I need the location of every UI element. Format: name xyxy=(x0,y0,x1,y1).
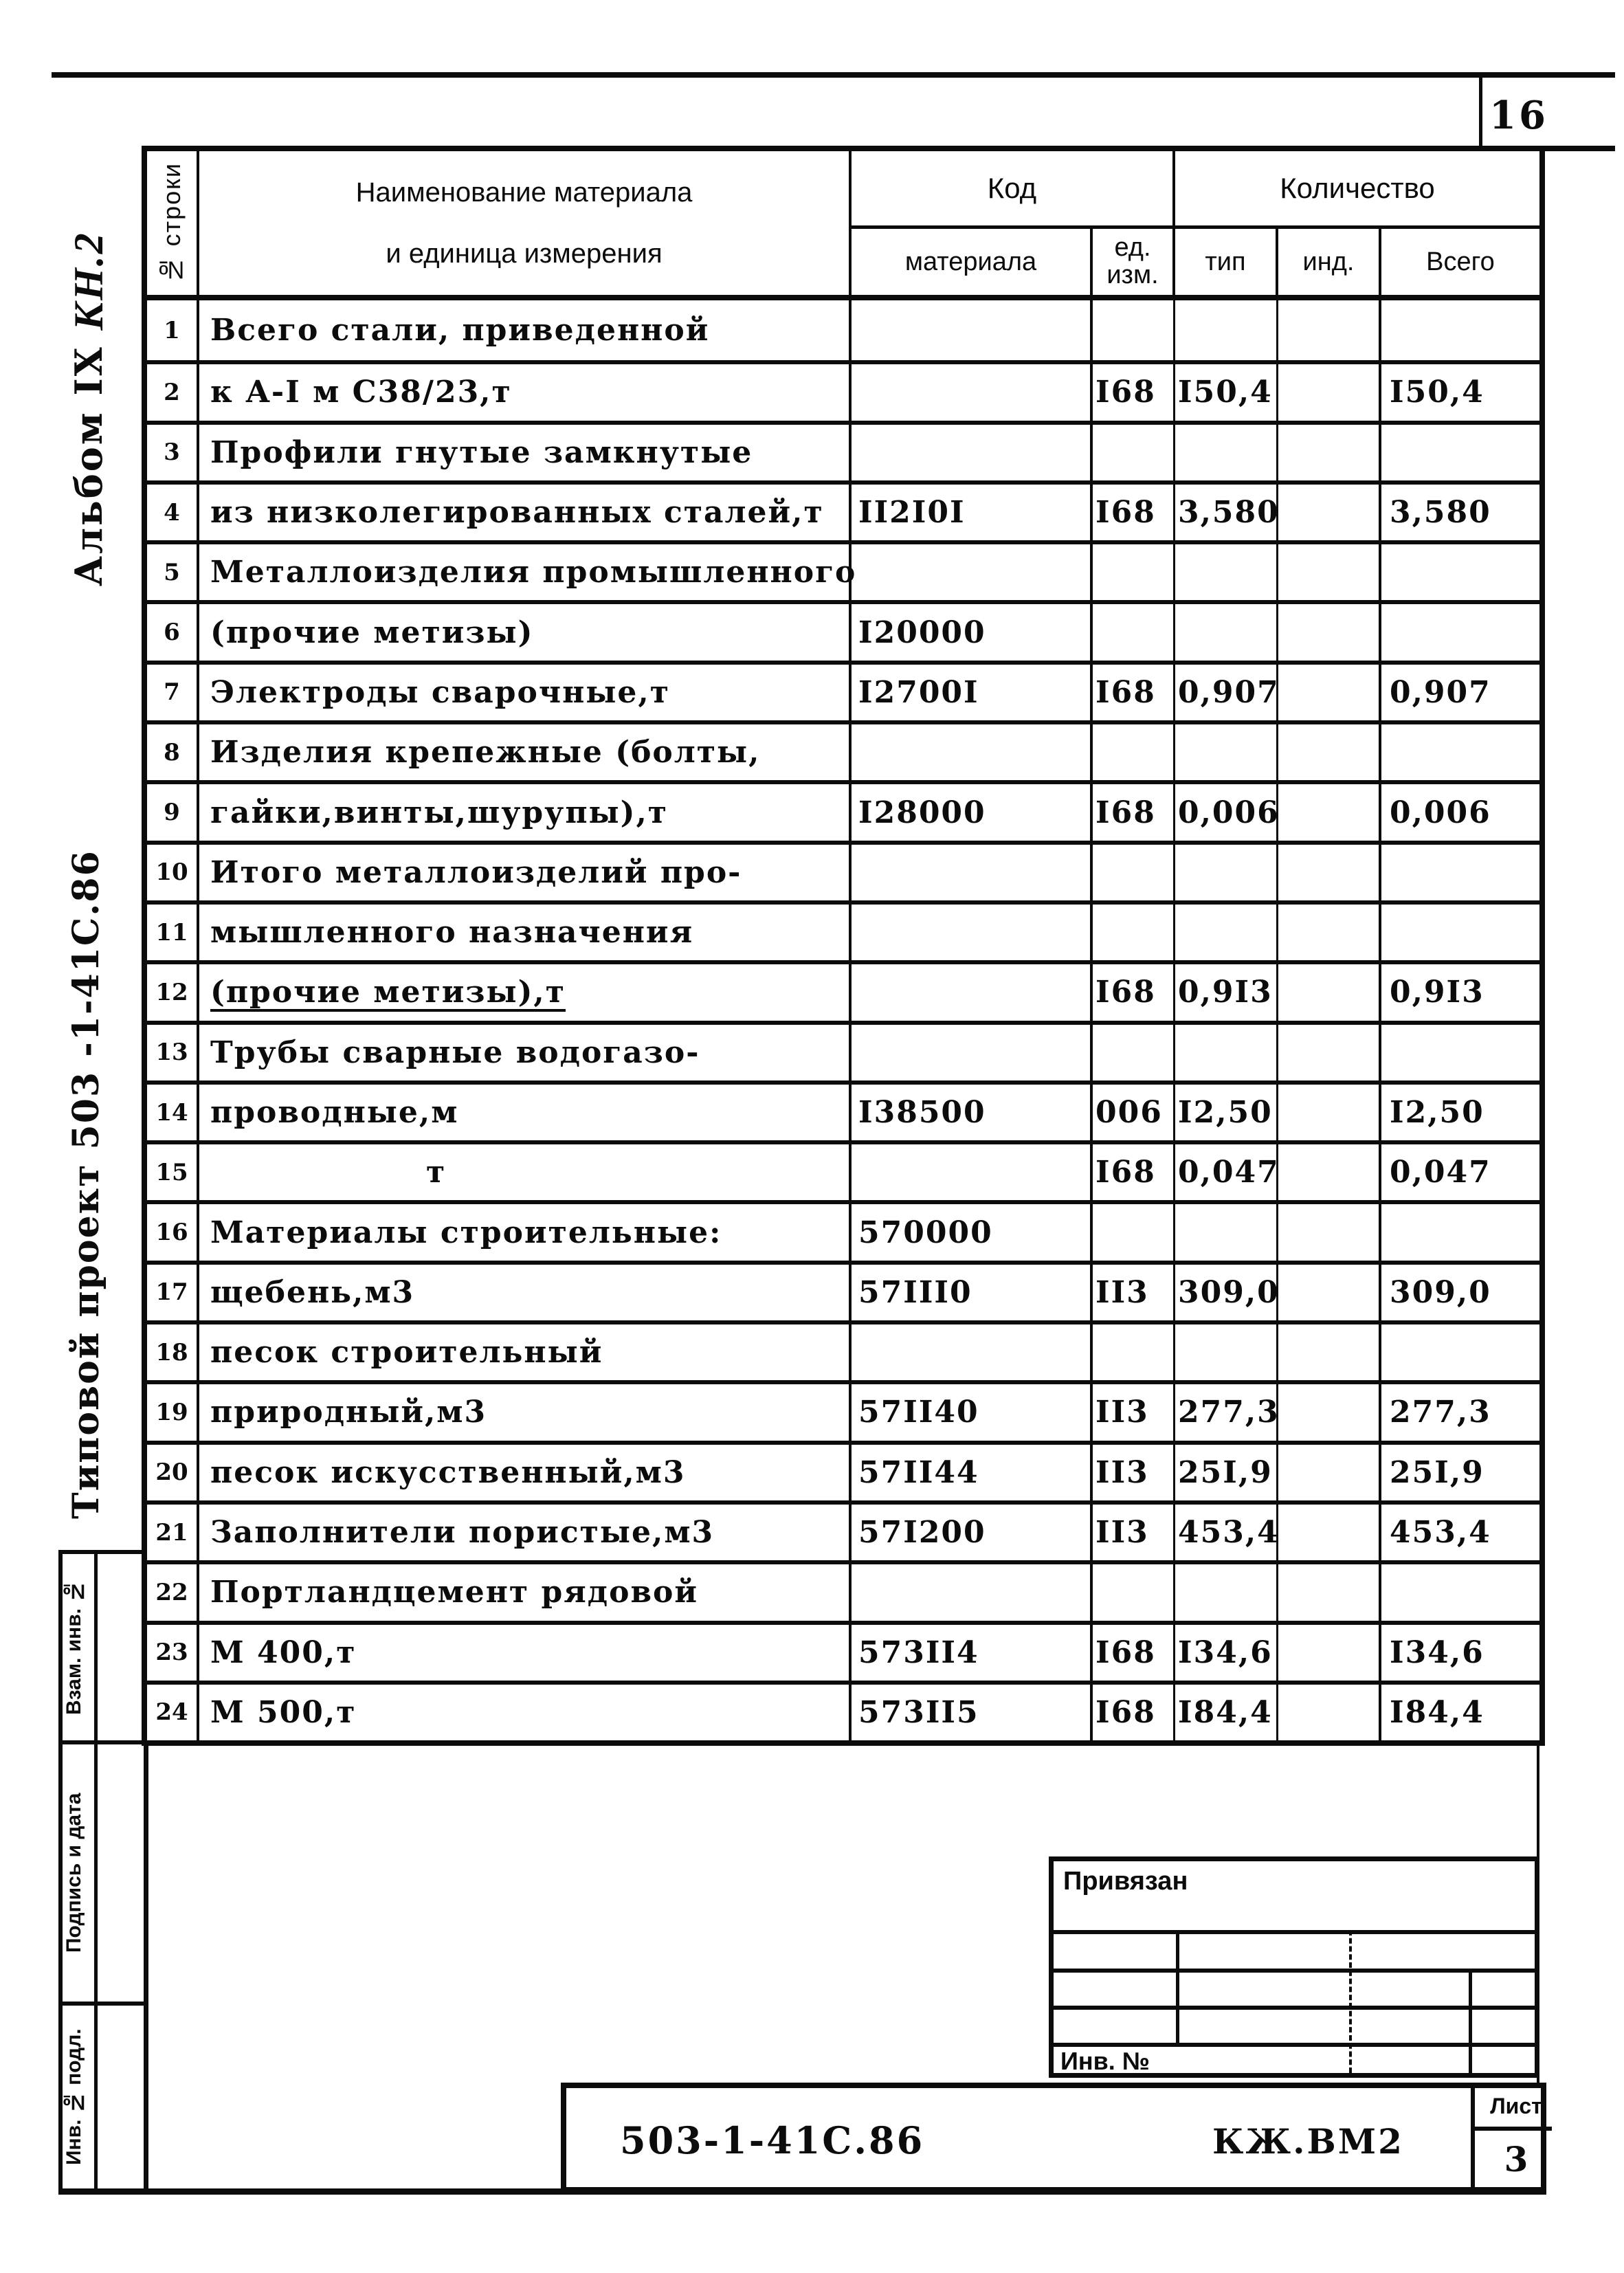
ind-qty-cell xyxy=(1278,1560,1381,1620)
unit-cell xyxy=(1093,540,1175,600)
material-name-cell: гайки,винты,шурупы),т xyxy=(199,780,852,840)
total-qty-cell xyxy=(1381,1560,1539,1620)
header-ind: инд. xyxy=(1278,229,1381,300)
row-number-cell: 2 xyxy=(147,360,199,420)
material-code-cell: 57II40 xyxy=(852,1380,1093,1440)
material-code-cell xyxy=(852,421,1093,480)
inventory-number-label: Инв. № xyxy=(1060,2047,1150,2075)
total-qty-cell: 309,0 xyxy=(1381,1261,1539,1320)
material-name-cell: Профили гнутые замкнутые xyxy=(199,421,852,480)
unit-cell xyxy=(1093,720,1175,780)
row-number-cell: 22 xyxy=(147,1560,199,1620)
row-number-cell: 24 xyxy=(147,1681,199,1740)
material-code-cell: 57II44 xyxy=(852,1441,1093,1500)
row-number-cell: 5 xyxy=(147,540,199,600)
material-name-cell: песок искусственный,м3 xyxy=(199,1441,852,1500)
ind-qty-cell xyxy=(1278,1021,1381,1080)
total-qty-cell: 277,3 xyxy=(1381,1380,1539,1440)
ind-qty-cell xyxy=(1278,960,1381,1020)
ind-qty-cell xyxy=(1278,1380,1381,1440)
left-frame-line xyxy=(145,1741,148,2193)
sheet-cell-separator xyxy=(1471,2127,1552,2131)
total-qty-cell: I34,6 xyxy=(1381,1621,1539,1681)
album-handwritten: КН.2 xyxy=(66,231,111,331)
document-code: 503-1-41С.86 xyxy=(620,2118,925,2162)
album-text: Альбом IX xyxy=(67,330,111,587)
material-code-cell: 573II5 xyxy=(852,1681,1093,1740)
material-name-cell: (прочие метизы),т xyxy=(199,960,852,1020)
ind-qty-cell xyxy=(1278,300,1381,360)
unit-cell: I68 xyxy=(1093,960,1175,1020)
type-qty-cell: 3,580 xyxy=(1175,480,1278,540)
grid-line-dashed xyxy=(1349,1930,1352,2073)
total-qty-cell xyxy=(1381,421,1539,480)
material-name-cell: к А-I м С38/23,т xyxy=(199,360,852,420)
material-name-cell: Изделия крепежные (болты, xyxy=(199,720,852,780)
material-code-cell: 573II4 xyxy=(852,1621,1093,1681)
material-code-cell xyxy=(852,360,1093,420)
unit-cell xyxy=(1093,1200,1175,1260)
material-code-cell: II2I0I xyxy=(852,480,1093,540)
header-name-line1: Наименование материала xyxy=(355,177,693,208)
row-number-cell: 15 xyxy=(147,1140,199,1200)
title-bar xyxy=(561,2083,1546,2193)
total-qty-cell: 453,4 xyxy=(1381,1500,1539,1560)
material-code-cell: I20000 xyxy=(852,600,1093,660)
type-qty-cell: I2,50 xyxy=(1175,1080,1278,1140)
material-code-cell xyxy=(852,1320,1093,1380)
material-name-cell: из низколегированных сталей,т xyxy=(199,480,852,540)
type-qty-cell: 0,9I3 xyxy=(1175,960,1278,1020)
row-number-cell: 12 xyxy=(147,960,199,1020)
material-name-cell: М 400,т xyxy=(199,1621,852,1681)
total-qty-cell xyxy=(1381,841,1539,900)
material-name-cell: проводные,м xyxy=(199,1080,852,1140)
total-qty-cell: 0,907 xyxy=(1381,661,1539,720)
material-code-cell xyxy=(852,300,1093,360)
total-qty-cell xyxy=(1381,900,1539,960)
privyazan-label: Привязан xyxy=(1063,1867,1188,1896)
type-qty-cell xyxy=(1175,1200,1278,1260)
header-row-number-text: № строки xyxy=(157,162,186,285)
row-number-cell: 6 xyxy=(147,600,199,660)
unit-cell: I68 xyxy=(1093,780,1175,840)
ind-qty-cell xyxy=(1278,841,1381,900)
row-number-cell: 16 xyxy=(147,1200,199,1260)
unit-cell: 006 xyxy=(1093,1080,1175,1140)
total-qty-cell: 3,580 xyxy=(1381,480,1539,540)
material-code-cell xyxy=(852,540,1093,600)
unit-cell: II3 xyxy=(1093,1380,1175,1440)
row-number-cell: 10 xyxy=(147,841,199,900)
type-qty-cell xyxy=(1175,421,1278,480)
total-qty-cell: 0,9I3 xyxy=(1381,960,1539,1020)
header-row-number xyxy=(147,151,199,300)
unit-cell xyxy=(1093,300,1175,360)
header-name-line2: и единица измерения xyxy=(386,238,663,269)
ind-qty-cell xyxy=(1278,1080,1381,1140)
row-number-cell: 13 xyxy=(147,1021,199,1080)
unit-cell xyxy=(1093,900,1175,960)
stamp-strip xyxy=(58,1550,148,2193)
unit-cell xyxy=(1093,1320,1175,1380)
ind-qty-cell xyxy=(1278,1681,1381,1740)
total-qty-cell xyxy=(1381,300,1539,360)
ind-qty-cell xyxy=(1278,1441,1381,1500)
ind-qty-cell xyxy=(1278,421,1381,480)
page-number-tick xyxy=(1479,76,1482,150)
material-code-cell xyxy=(852,1021,1093,1080)
row-number-cell: 23 xyxy=(147,1621,199,1681)
header-code-group: Код xyxy=(852,151,1175,229)
grid-line xyxy=(1469,1969,1472,2073)
material-name-cell: Итого металлоизделий про- xyxy=(199,841,852,900)
material-name-cell: Портландцемент рядовой xyxy=(199,1560,852,1620)
grid-line xyxy=(1054,1969,1535,1973)
material-name-cell: Электроды сварочные,т xyxy=(199,661,852,720)
material-code-cell: I28000 xyxy=(852,780,1093,840)
material-name-cell: мышленного назначения xyxy=(199,900,852,960)
total-qty-cell xyxy=(1381,720,1539,780)
material-name-cell: щебень,м3 xyxy=(199,1261,852,1320)
material-name-cell: т xyxy=(199,1140,852,1200)
material-name-cell: Всего стали, приведенной xyxy=(199,300,852,360)
type-qty-cell xyxy=(1175,720,1278,780)
header-unit-line2: изм. xyxy=(1106,260,1159,289)
material-name-cell: М 500,т xyxy=(199,1681,852,1740)
row-number-cell: 8 xyxy=(147,720,199,780)
ind-qty-cell xyxy=(1278,540,1381,600)
type-qty-cell xyxy=(1175,1021,1278,1080)
sheet-code: КЖ.ВМ2 xyxy=(1212,2121,1404,2162)
project-label: Типовой проект 503 -1-41С.86 xyxy=(65,850,107,1519)
header-unit-line1: ед. xyxy=(1114,233,1151,263)
type-qty-cell xyxy=(1175,300,1278,360)
row-number-cell: 11 xyxy=(147,900,199,960)
sheet-cell-divider xyxy=(1471,2088,1475,2187)
type-qty-cell: 0,006 xyxy=(1175,780,1278,840)
material-code-cell xyxy=(852,900,1093,960)
unit-cell: II3 xyxy=(1093,1441,1175,1500)
total-qty-cell: 25I,9 xyxy=(1381,1441,1539,1500)
material-name-cell: Металлоизделия промышленного xyxy=(199,540,852,600)
header-code-material: материала xyxy=(852,229,1093,300)
type-qty-cell xyxy=(1175,1560,1278,1620)
row-number-cell: 1 xyxy=(147,300,199,360)
type-qty-cell: 453,4 xyxy=(1175,1500,1278,1560)
unit-cell: I68 xyxy=(1093,480,1175,540)
material-name-cell: Заполнители пористые,м3 xyxy=(199,1500,852,1560)
stamp-label-podpis-data: Подпись и дата xyxy=(63,1793,85,1953)
total-qty-cell: I84,4 xyxy=(1381,1681,1539,1740)
sheet-number: 3 xyxy=(1504,2139,1528,2180)
header-quantity-group: Количество xyxy=(1175,151,1539,229)
type-qty-cell: 277,3 xyxy=(1175,1380,1278,1440)
unit-cell: I68 xyxy=(1093,1621,1175,1681)
total-qty-cell xyxy=(1381,540,1539,600)
material-code-cell xyxy=(852,720,1093,780)
ind-qty-cell xyxy=(1278,1140,1381,1200)
total-qty-cell: I50,4 xyxy=(1381,360,1539,420)
unit-cell: II3 xyxy=(1093,1261,1175,1320)
ind-qty-cell xyxy=(1278,480,1381,540)
ind-qty-cell xyxy=(1278,1261,1381,1320)
header-total: Всего xyxy=(1381,229,1539,300)
unit-cell xyxy=(1093,600,1175,660)
row-number-cell: 9 xyxy=(147,780,199,840)
unit-cell: I68 xyxy=(1093,360,1175,420)
type-qty-cell xyxy=(1175,841,1278,900)
stamp-label-vzam-inv: Взам. инв. № xyxy=(63,1579,85,1715)
material-name-cell: (прочие метизы) xyxy=(199,600,852,660)
unit-cell xyxy=(1093,421,1175,480)
material-code-cell: 57I200 xyxy=(852,1500,1093,1560)
total-qty-cell: 0,006 xyxy=(1381,780,1539,840)
unit-cell: II3 xyxy=(1093,1500,1175,1560)
material-code-cell xyxy=(852,841,1093,900)
stamp-label-inv-podl: Инв. № подл. xyxy=(63,2028,85,2166)
type-qty-cell: I34,6 xyxy=(1175,1621,1278,1681)
type-qty-cell: 0,047 xyxy=(1175,1140,1278,1200)
ind-qty-cell xyxy=(1278,900,1381,960)
material-name-cell: природный,м3 xyxy=(199,1380,852,1440)
material-code-cell xyxy=(852,1140,1093,1200)
ind-qty-cell xyxy=(1278,1320,1381,1380)
material-code-cell xyxy=(852,960,1093,1020)
row-number-cell: 18 xyxy=(147,1320,199,1380)
unit-cell: I68 xyxy=(1093,1140,1175,1200)
material-name-cell: Трубы сварные водогазо- xyxy=(199,1021,852,1080)
unit-cell: I68 xyxy=(1093,1681,1175,1740)
grid-line xyxy=(1054,1930,1535,1934)
material-name-cell: Материалы строительные: xyxy=(199,1200,852,1260)
row-number-cell: 14 xyxy=(147,1080,199,1140)
stamp-divider xyxy=(94,1554,98,2188)
row-number-cell: 20 xyxy=(147,1441,199,1500)
type-qty-cell xyxy=(1175,540,1278,600)
type-qty-cell: 25I,9 xyxy=(1175,1441,1278,1500)
grid-line xyxy=(1054,2006,1535,2010)
material-code-cell: I38500 xyxy=(852,1080,1093,1140)
total-qty-cell: 0,047 xyxy=(1381,1140,1539,1200)
album-label xyxy=(65,175,141,643)
type-qty-cell xyxy=(1175,600,1278,660)
unit-cell xyxy=(1093,1560,1175,1620)
ind-qty-cell xyxy=(1278,600,1381,660)
row-number-cell: 17 xyxy=(147,1261,199,1320)
total-qty-cell xyxy=(1381,1320,1539,1380)
unit-cell: I68 xyxy=(1093,661,1175,720)
grid-line xyxy=(1176,1930,1179,2047)
type-qty-cell xyxy=(1175,900,1278,960)
ind-qty-cell xyxy=(1278,1500,1381,1560)
header-material-name xyxy=(199,151,852,300)
ind-qty-cell xyxy=(1278,720,1381,780)
material-code-cell xyxy=(852,1560,1093,1620)
total-qty-cell xyxy=(1381,1200,1539,1260)
header-unit xyxy=(1093,229,1175,300)
material-name-cell: песок строительный xyxy=(199,1320,852,1380)
row-number-cell: 19 xyxy=(147,1380,199,1440)
row-number-cell: 7 xyxy=(147,661,199,720)
header-type: тип xyxy=(1175,229,1278,300)
top-rule xyxy=(52,72,1615,78)
row-number-cell: 21 xyxy=(147,1500,199,1560)
materials-table xyxy=(142,146,1545,1746)
unit-cell xyxy=(1093,841,1175,900)
total-qty-cell xyxy=(1381,600,1539,660)
type-qty-cell: 309,0 xyxy=(1175,1261,1278,1320)
material-code-cell: 57III0 xyxy=(852,1261,1093,1320)
material-code-cell: I2700I xyxy=(852,661,1093,720)
total-qty-cell xyxy=(1381,1021,1539,1080)
unit-cell xyxy=(1093,1021,1175,1080)
total-qty-cell: I2,50 xyxy=(1381,1080,1539,1140)
ind-qty-cell xyxy=(1278,1200,1381,1260)
ind-qty-cell xyxy=(1278,780,1381,840)
type-qty-cell: I50,4 xyxy=(1175,360,1278,420)
row-number-cell: 4 xyxy=(147,480,199,540)
row-number-cell: 3 xyxy=(147,421,199,480)
ind-qty-cell xyxy=(1278,1621,1381,1681)
type-qty-cell: I84,4 xyxy=(1175,1681,1278,1740)
ind-qty-cell xyxy=(1278,360,1381,420)
page-number: 16 xyxy=(1489,93,1548,138)
ind-qty-cell xyxy=(1278,661,1381,720)
type-qty-cell: 0,907 xyxy=(1175,661,1278,720)
privyazan-block xyxy=(1049,1856,1539,2078)
sheet-label: Лист xyxy=(1490,2094,1542,2118)
type-qty-cell xyxy=(1175,1320,1278,1380)
material-code-cell: 570000 xyxy=(852,1200,1093,1260)
